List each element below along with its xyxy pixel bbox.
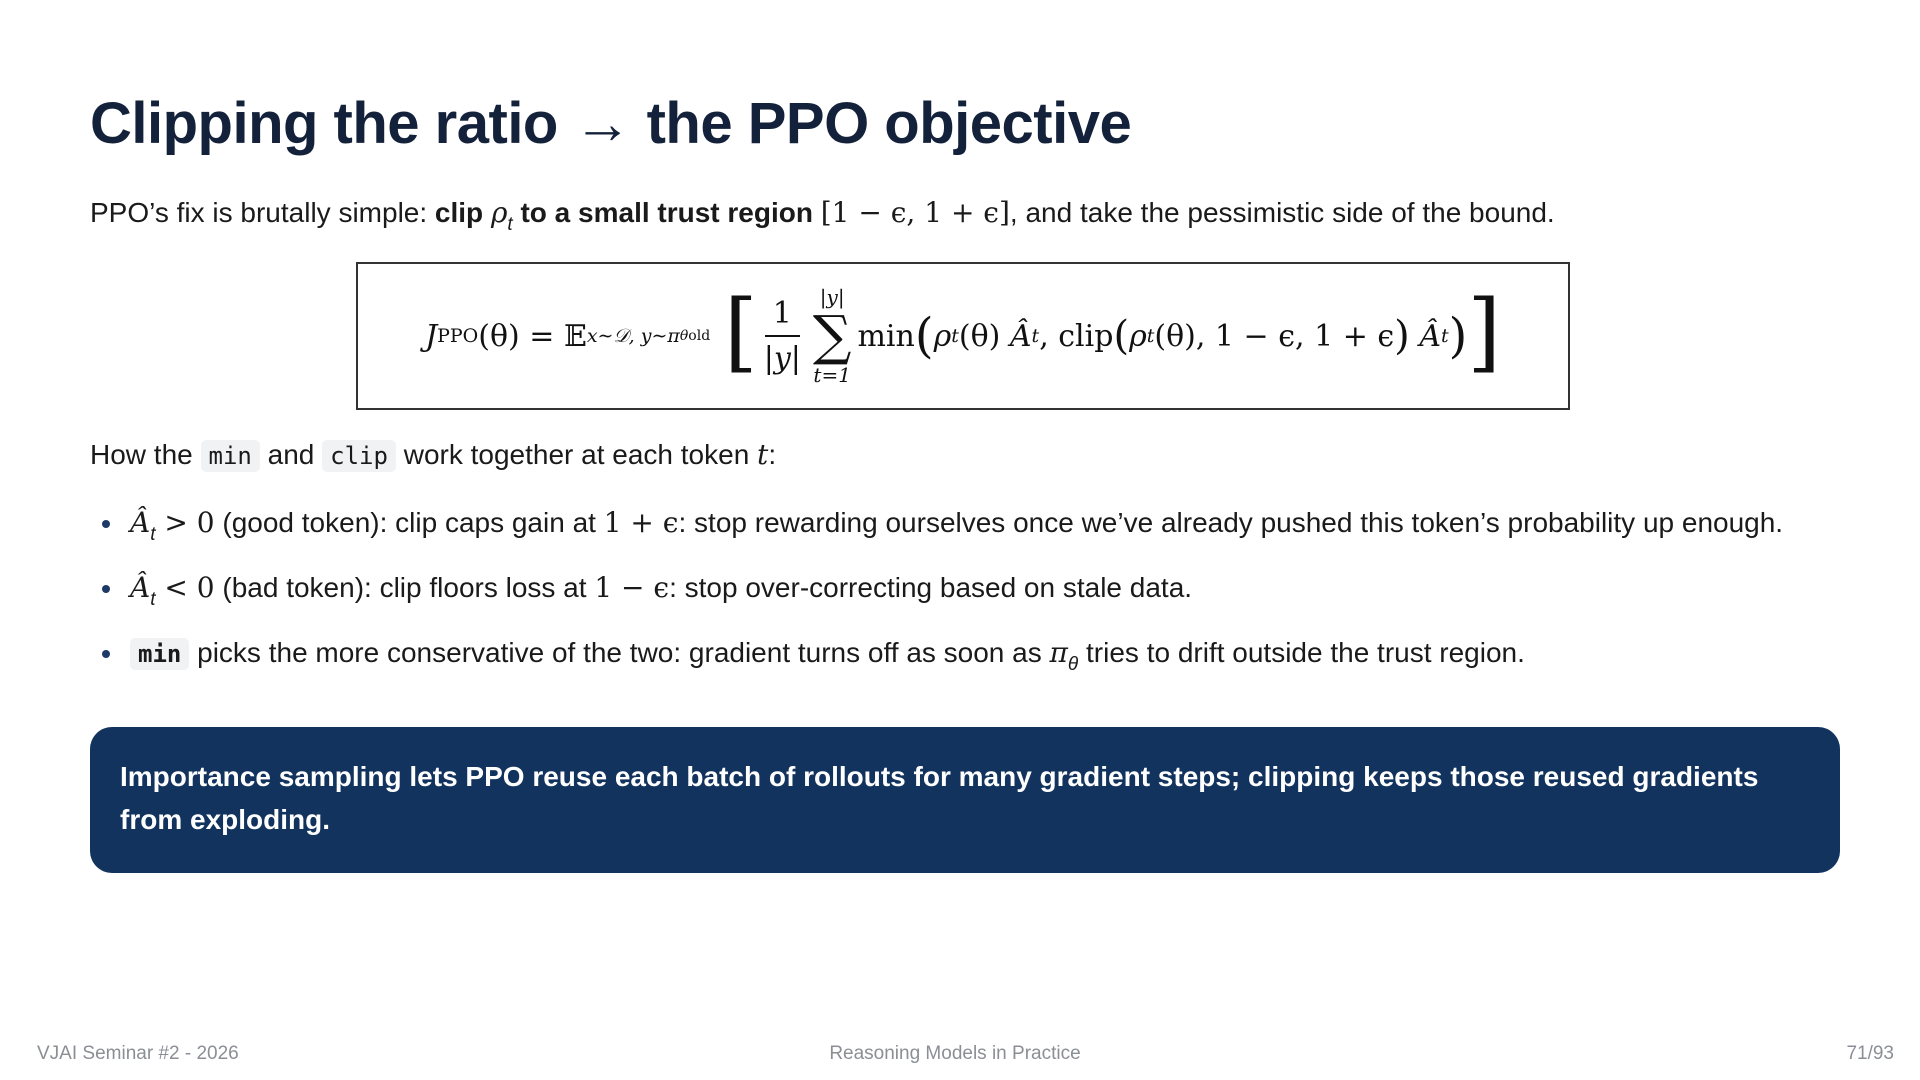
code-min: min xyxy=(201,440,260,472)
formula-clip-open-paren: ( xyxy=(1113,313,1130,359)
intro-bold-clip: clip xyxy=(434,197,491,228)
formula-expectation-sub3: old xyxy=(688,328,711,344)
bullet-text-b: : stop rewarding ourselves once we’ve already pushed this token’s probability up enough. xyxy=(678,507,1784,538)
formula-advantage: Â xyxy=(1009,318,1032,354)
how-prefix: How the xyxy=(90,439,201,470)
intro-suffix: , and take the pessimistic side of the bound. xyxy=(1009,197,1555,228)
formula-expectation-sub2: θ xyxy=(679,328,689,344)
formula-expectation-sub: x∼𝒟, y∼π xyxy=(586,325,680,347)
intro-prefix: PPO’s fix is brutally simple: xyxy=(90,197,435,228)
rho-symbol: ρ xyxy=(490,196,508,229)
bullet-pi-sub: θ xyxy=(1067,654,1079,675)
fraction-numerator: 1 xyxy=(765,296,800,337)
ppo-objective-formula xyxy=(356,262,1570,410)
formula-sum xyxy=(813,285,852,387)
formula-close-paren: ) xyxy=(1448,308,1468,364)
how-token-t: t xyxy=(757,438,769,471)
footer-deck-title: Reasoning Models in Practice xyxy=(829,1043,1081,1064)
how-line xyxy=(90,438,776,471)
formula-advantage-2-sub: t xyxy=(1440,325,1449,347)
formula-eq: = xyxy=(519,318,564,354)
formula-clip-rest: (θ), 1 − ϵ, 1 + ϵ xyxy=(1154,318,1395,354)
formula-fraction xyxy=(764,296,801,376)
bullet-advantage-sub: t xyxy=(150,524,156,545)
bullet-list xyxy=(90,500,1790,695)
sum-upper-limit: |y| xyxy=(819,285,845,309)
list-item xyxy=(90,565,1790,622)
bullet-pi: π xyxy=(1049,636,1068,669)
how-suffix: work together at each token xyxy=(395,439,758,470)
bullet-code-min: min xyxy=(130,638,189,670)
bullet-bound: 1 + ϵ xyxy=(603,506,679,539)
footer-seminar: VJAI Seminar #2 - 2026 xyxy=(37,1043,239,1064)
bullet-dot xyxy=(102,520,110,528)
formula-clip-close-paren: ) xyxy=(1394,313,1410,359)
formula-expectation: 𝔼 xyxy=(563,318,587,354)
bullet-text-b: : stop over-correcting based on stale data. xyxy=(669,572,1193,603)
rho-subscript: t xyxy=(507,214,513,235)
sum-symbol: ∑ xyxy=(812,304,852,367)
sum-lower-limit: t=1 xyxy=(813,363,851,387)
formula-theta: (θ) xyxy=(958,318,1010,354)
bullet-text-b: tries to drift outside the trust region. xyxy=(1078,637,1525,668)
formula-lhs-sub: PPO xyxy=(437,325,479,347)
bullet-bound: 1 − ϵ xyxy=(594,571,670,604)
formula-rho-sub: t xyxy=(951,325,959,347)
formula-left-bracket: [ xyxy=(724,282,758,382)
bullet-text-a: picks the more conservative of the two: gradient turns off as soon as xyxy=(189,637,1050,668)
bullet-advantage-sub: t xyxy=(150,589,156,610)
formula-min: min xyxy=(857,318,915,354)
list-item xyxy=(90,500,1790,557)
how-colon: : xyxy=(768,439,777,470)
bullet-dot xyxy=(102,650,110,658)
formula-rho: ρ xyxy=(933,318,952,354)
callout-box: Importance sampling lets PPO reuse each batch of rollouts for many gradient steps; clipping keeps those reused gradients from exploding. xyxy=(90,727,1840,873)
formula-right-bracket: ] xyxy=(1467,282,1501,382)
bullet-relation: > 0 xyxy=(155,506,215,539)
bullet-advantage: Â xyxy=(130,571,151,604)
formula-advantage-sub: t xyxy=(1031,325,1040,347)
intro-paragraph xyxy=(90,196,1555,236)
bullet-text-a: (good token): clip caps gain at xyxy=(214,507,604,538)
formula-open-paren: ( xyxy=(914,308,934,364)
intro-bold-trust: to a small trust region xyxy=(512,197,821,228)
formula-lhs: J xyxy=(425,318,438,354)
footer-page-number: 71/93 xyxy=(1846,1043,1894,1064)
formula-clip-rho: ρ xyxy=(1129,318,1147,354)
bullet-dot xyxy=(102,585,110,593)
bullet-relation: < 0 xyxy=(155,571,215,604)
formula-clip-rho-sub: t xyxy=(1146,325,1155,347)
bullet-text-a: (bad token): clip floors loss at xyxy=(214,572,595,603)
fraction-denominator: |y| xyxy=(763,341,801,376)
bullet-advantage: Â xyxy=(130,506,151,539)
list-item xyxy=(90,630,1790,687)
slide-title: Clipping the ratio → the PPO objective xyxy=(90,91,1132,156)
code-clip: clip xyxy=(322,440,396,472)
formula-lhs-arg: (θ) xyxy=(478,318,520,354)
how-mid: and xyxy=(259,439,323,470)
trust-interval: [1 − ϵ, 1 + ϵ] xyxy=(820,196,1010,229)
formula-clip: , clip xyxy=(1039,318,1114,354)
formula-advantage-2: Â xyxy=(1409,318,1441,354)
